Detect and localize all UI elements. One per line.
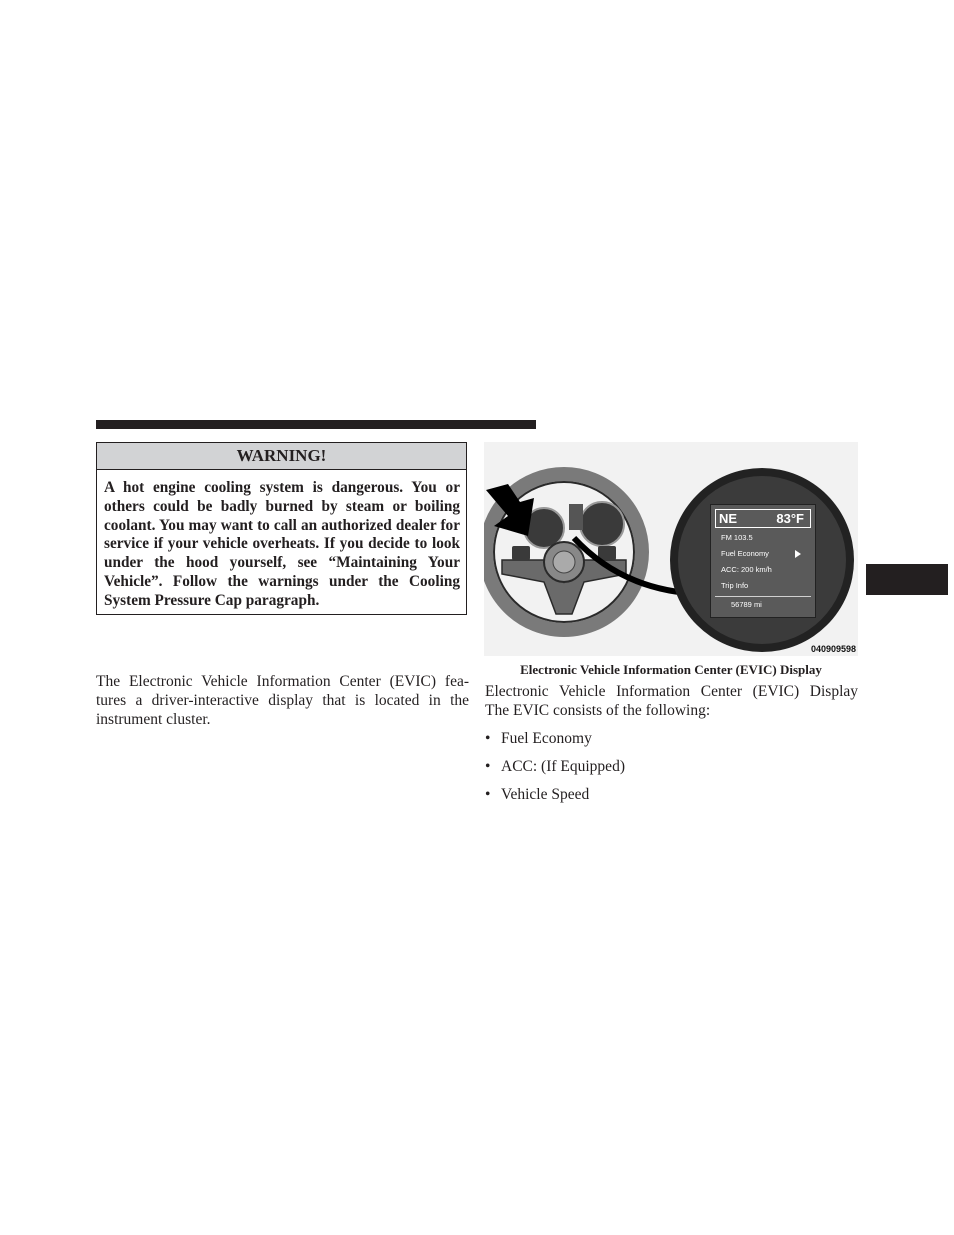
bullet: • <box>485 786 491 803</box>
evic-screen <box>710 504 816 618</box>
bullet: • <box>485 730 491 747</box>
bullet: • <box>485 758 491 775</box>
figure-code: 040909598 <box>810 644 856 654</box>
list-item <box>485 785 625 813</box>
evic-menu-item: ACC: 200 km/h <box>721 565 772 574</box>
chapter-tab <box>866 564 948 595</box>
right-arrow-icon <box>795 550 801 558</box>
evic-odometer: 56789 mi <box>715 596 811 613</box>
warning-text: A hot engine cooling system is dangerous. You or others could be badly burned by steam or boiling coolant. You may want to call an authorized dealer for service if your vehicle overheats. If you decide to look under the hood yourself, see “Maintaining Your Vehicle”. Follow the warnings under the Cooling System Pressure Cap paragraph. <box>104 479 460 609</box>
list-item-text: ACC: (If Equipped) <box>501 758 625 775</box>
compass-heading: NE <box>719 511 738 526</box>
warning-title: WARNING! <box>97 443 466 470</box>
list-item <box>485 757 625 785</box>
intro-paragraph: The Electronic Vehicle Information Center (EVIC) fea-tures a driver-interactive display that is located in the instrument cluster. <box>96 673 469 728</box>
evic-menu-item: Trip Info <box>721 581 749 590</box>
evic-heading-row <box>715 509 811 528</box>
figure-caption: Electronic Vehicle Information Center (EVIC) Display <box>520 662 822 677</box>
feature-list <box>485 729 625 813</box>
warning-box <box>96 442 467 615</box>
top-rule <box>96 420 536 429</box>
list-item <box>485 729 625 757</box>
evic-figure <box>484 442 858 656</box>
section-title: Electronic Vehicle Information Center (EVIC) Display <box>485 683 858 700</box>
evic-menu-item <box>711 546 815 562</box>
list-item-text: Fuel Economy <box>501 730 592 747</box>
evic-menu-item-label: Fuel Economy <box>721 549 769 558</box>
list-item-text: Vehicle Speed <box>501 786 590 803</box>
evic-menu-item: FM 103.5 <box>721 533 753 542</box>
consists-text: The EVIC consists of the following: <box>485 702 711 719</box>
outside-temperature: 83°F <box>776 511 804 526</box>
